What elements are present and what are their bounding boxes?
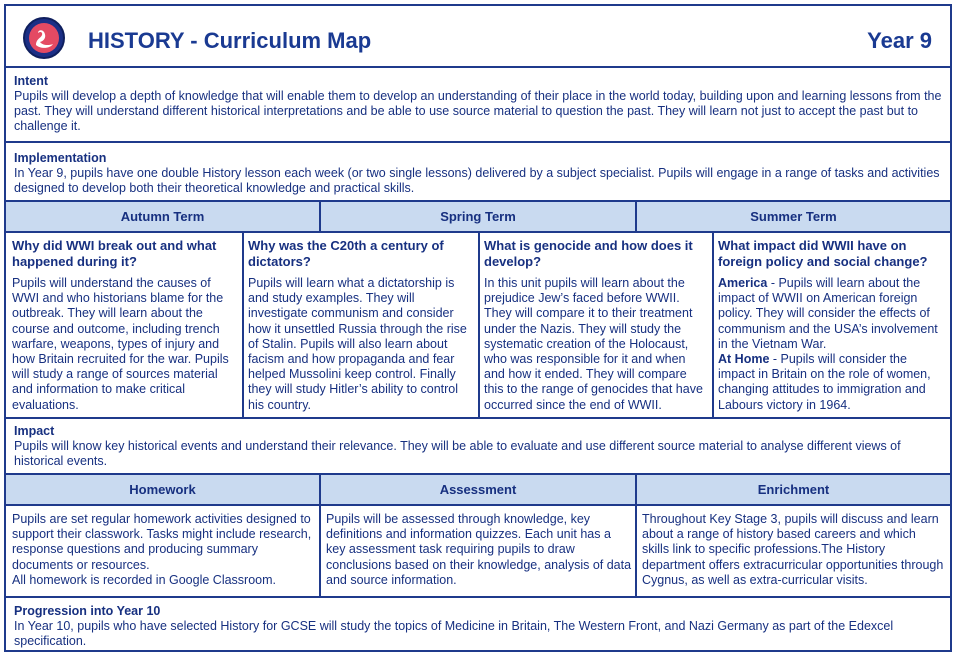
unit-wwii-impact: [718, 238, 944, 413]
assessment-heading: Assessment: [439, 482, 517, 497]
progression-text: In Year 10, pupils who have selected History for GCSE will study the topics of Medicine in Britain, The Western Front, and Nazi Germany as part of the Edexcel specification.: [14, 619, 894, 648]
assessment-text: Pupils will be assessed through knowledge, key definitions and information quizzes. Each unit has a key assessment task requiring pupils to draw conclusions based on their knowledge, analysis of data and source information.: [326, 512, 632, 587]
unit-dictators: [248, 238, 474, 413]
divider: [6, 141, 950, 143]
enrichment-text: Throughout Key Stage 3, pupils will discuss and learn about a range of history based careers and which skills link to specific professions.The History department offers extracurricular opportunities through Cygnus, as well as extra-curricular visits.: [642, 512, 944, 587]
america-text: - Pupils will learn about the impact of WWII on American foreign policy. They will consider the effects of communism and the USA’s involvement in the Vietnam War.: [718, 276, 938, 351]
unit-title: Why did WWI break out and what happened during it?: [12, 238, 217, 269]
divider: [712, 233, 714, 417]
home-text: - Pupils will consider the impact in Britain on the role of women, changing attitudes to immigration and Labours victory in 1964.: [718, 352, 931, 412]
term-summer: Summer Term: [750, 209, 837, 224]
unit-title: What impact did WWII have on foreign policy and social change?: [718, 238, 928, 269]
unit-genocide: [484, 238, 708, 413]
year-label: Year 9: [867, 28, 932, 53]
unit-autumn: [12, 238, 238, 413]
swan-emblem-icon: [22, 16, 66, 60]
divider: [478, 233, 480, 417]
homework-heading: Homework: [129, 482, 196, 497]
term-spring: Spring Term: [440, 209, 516, 224]
homework-text-2: All homework is recorded in Google Classroom.: [12, 572, 276, 587]
unit-description: Pupils will understand the causes of WWI and who historians blame for the outbreak. They will learn about the course and outcome, including trench warfare, weapons, types of injury and how Britain recruited for the war. Pupils will study a range of sources material and information to make critical evaluations.: [12, 276, 229, 412]
divider: [6, 596, 950, 598]
divider: [6, 200, 950, 202]
enrichment-heading: Enrichment: [757, 482, 830, 497]
unit-title: Why was the C20th a century of dictators?: [248, 238, 444, 269]
unit-description: Pupils will learn what a dictatorship is and study examples. They will investigate communism and consider how it unsettled Russia through the rise of Stalin. Pupils will also learn about facism and how propaganda and fear helped Mussolini keep control. Finally they will study Hitler’s ability to control his country.: [248, 276, 467, 412]
unit-description: In this unit pupils will learn about the prejudice Jew’s faced before WWII. They will compare it to their treatment under the Nazis. They will study the systematic creation of the Holocaust, who was responsible for it and when and how it ended. They will compare this to the range of genocides that have occurred since the end of WWII.: [484, 276, 703, 412]
divider: [6, 417, 950, 419]
intent-section: [14, 74, 942, 134]
implementation-section: [14, 151, 942, 196]
intent-heading: Intent: [14, 74, 49, 88]
homework-text: Pupils are set regular homework activities designed to support their classwork. Tasks might include research, response questions and producing summary documents or resources.: [12, 512, 312, 572]
curriculum-map: [4, 4, 952, 652]
divider: [6, 473, 950, 475]
impact-text: Pupils will know key historical events and understand their relevance. They will be able to evaluate and use different source material to analyse different views of historical events.: [14, 439, 901, 468]
homework-section: [12, 512, 316, 588]
implementation-heading: Implementation: [14, 151, 107, 165]
enrichment-section: [642, 512, 944, 588]
unit-description: [718, 276, 944, 413]
page-title: HISTORY - Curriculum Map: [88, 28, 372, 53]
divider: [6, 66, 950, 68]
america-label: America: [718, 276, 768, 290]
divider: [6, 504, 950, 506]
implementation-text: In Year 9, pupils have one double History lesson each week (or two single lessons) delivered by a subject specialist. Pupils will engage in a range of tasks and activities designed to develop both their theoretical knowledge and practical skills.: [14, 166, 940, 195]
term-autumn: Autumn Term: [120, 209, 205, 224]
progression-section: [14, 604, 942, 649]
home-label: At Home: [718, 352, 770, 367]
impact-section: [14, 424, 942, 469]
divider: [242, 233, 244, 417]
unit-title: What is genocide and how does it develop?: [484, 238, 693, 269]
assessment-section: [326, 512, 632, 588]
progression-heading: Progression into Year 10: [14, 604, 161, 618]
intent-text: Pupils will develop a depth of knowledge that will enable them to develop an understanding of their place in the world today, building upon and learning lessons from the past. They will understand different historical interpretations and be able to use source material to question the past. They will learn not just to accept the past but to challenge it.: [14, 89, 942, 133]
impact-heading: Impact: [14, 424, 55, 438]
